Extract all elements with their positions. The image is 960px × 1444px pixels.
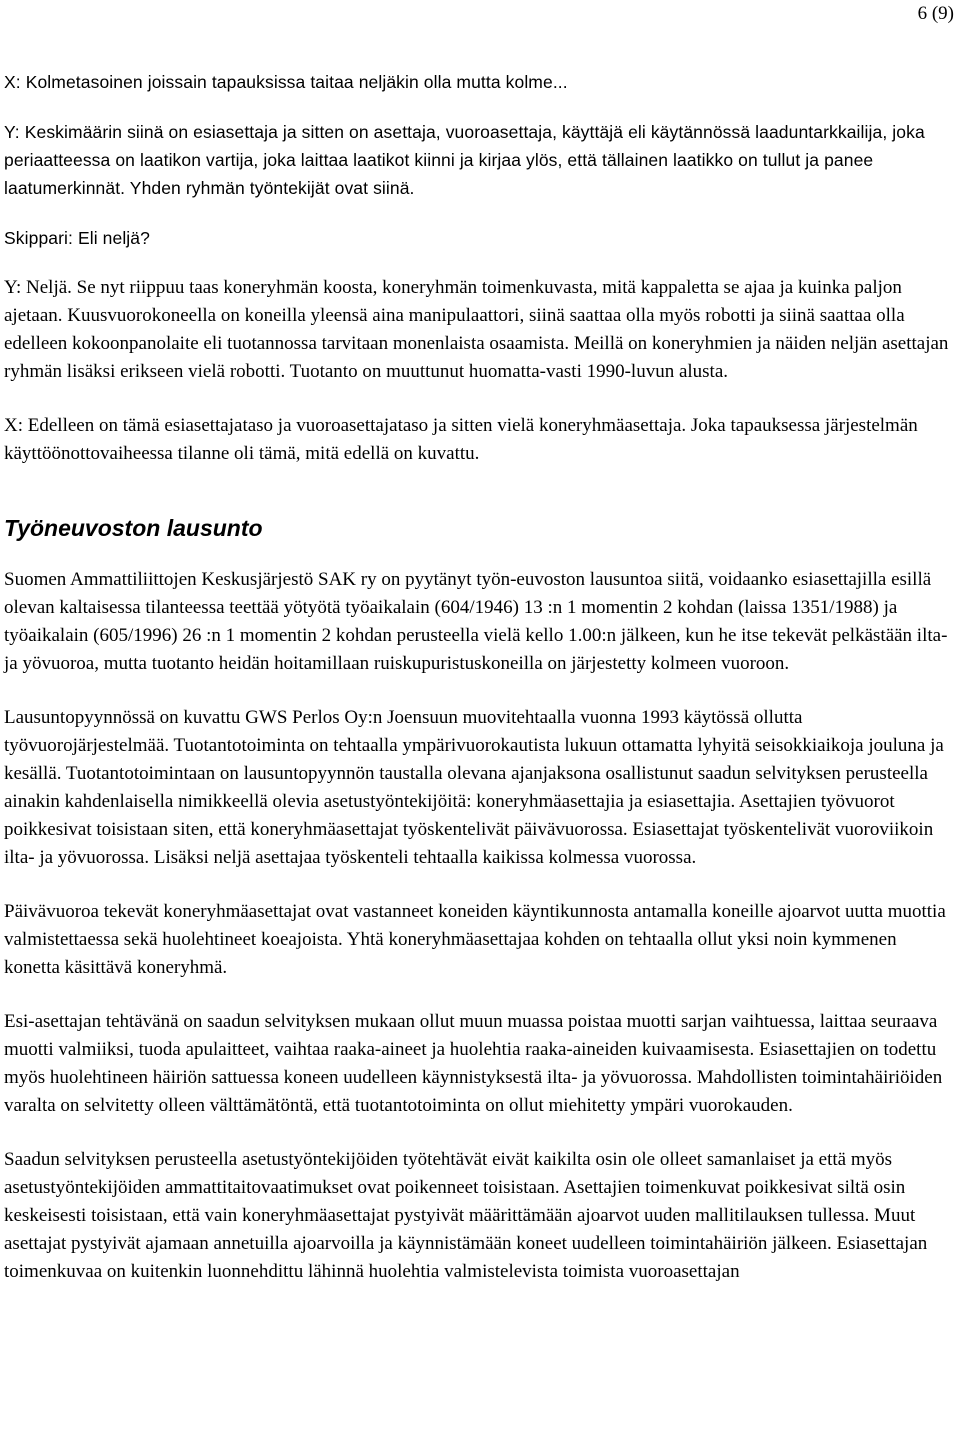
transcript-line-x: X: Edelleen on tämä esiasettajataso ja vuoroasettajataso ja sitten vielä koneryhmäasettaja. Joka tapauksessa järjestelmän käyttöönottovaiheessa tilanne oli tämä, mitä edellä on kuvattu. [4, 415, 918, 464]
transcript-line-y: Y: Neljä. Se nyt riippuu taas koneryhmän koosta, koneryhmän toimenkuvasta, mitä kappaletta se ajaa ja kuinka paljon ajetaan. Kuusvuorokoneella on koneilla yleensä aina manipulaattori, siinä saattaa olla myös robotti ja siinä saattaa olla edelleen kokoonpanolaite eli tuotannossa tarvitaan monenlaista osaamista. Meillä on koneryhmien ja näiden neljän asettajan ryhmän lisäksi erikseen vielä robotti. Tuotanto on muuttunut huomatta-vasti 1990-luvun alusta. [4, 277, 949, 382]
section-paragraph: Suomen Ammattiliittojen Keskusjärjestö SAK ry on pyytänyt työn-euvoston lausuntoa siitä, voidaanko esiasettajilla esillä olevan kaltaisessa tilanteessa teettää yötyötä työaikalain (604/1946) 13 :n 1 momentin 2 kohdan (laissa 1351/1988) ja työaikalain (605/1996) 26 :n 1 momentin 2 kohdan perusteella vielä kello 1.00:n jälkeen, kun he itse tekevät pelkästään ilta- ja yövuoroa, mutta tuotanto heidän hoitamillaan ruiskupuristuskoneilla on järjestetty kolmeen vuoroon. [4, 569, 948, 674]
section-heading: Työneuvoston lausunto [4, 515, 263, 541]
document-body [4, 68, 956, 1312]
section-paragraph: Päivävuoroa tekevät koneryhmäasettajat ovat vastanneet koneiden käyntikunnosta antamalla koneille ajoarvot uutta muottia valmistettaessa sekä huolehtineet koeajoista. Yhtä koneryhmäasettajaa kohden on tehtaalla ollut yksi noin kymmenen konetta käsittävä koneryhmä. [4, 901, 946, 978]
page-number: 6 (9) [917, 3, 954, 24]
transcript-continued [4, 274, 956, 468]
section-paragraph: Lausuntopyynnössä on kuvattu GWS Perlos Oy:n Joensuun muovitehtaalla vuonna 1993 käytössä ollutta työvuorojärjestelmää. Tuotantotoiminta on tehtaalla ympärivuorokautista lukuun ottamatta lyhyitä seisokkiaikoja jouluna ja kesällä. Tuotantotoimintaan on lausuntopyynnön taustalla olevana ajanjaksona osallistunut saadun selvityksen perusteella ainakin kahdenlaisella nimikkeellä olevia asetustyöntekijöitä: koneryhmäasettajia ja esiasettajia. Asettajien työvuorot poikkesivat toisistaan siten, että koneryhmäasettajat työskentelivät päivävuorossa. Esiasettajat työskentelivät vuoroviikoin ilta- ja yövuorossa. Lisäksi neljä asettajaa työskenteli tehtaalla kaikissa kolmessa vuorossa. [4, 707, 944, 868]
interview-excerpt [4, 68, 956, 252]
interview-line-x: X: Kolmetasoinen joissain tapauksissa taitaa neljäkin olla mutta kolme... [4, 72, 568, 92]
interview-line-y: Y: Keskimäärin siinä on esiasettaja ja sitten on asettaja, vuoroasettaja, käyttäjä eli käytännössä laaduntarkkailija, joka periaatteessa on laatikon vartija, joka laittaa laatikot kiinni ja kirjaa ylös, että tällainen laatikko on tullut ja panee laatumerkinnät. Yhden ryhmän työntekijät ovat siinä. [4, 122, 925, 198]
section-paragraph: Esi-asettajan tehtävänä on saadun selvityksen mukaan ollut muun muassa poistaa muotti sarjan vaihtuessa, laittaa seuraava muotti valmiiksi, tuoda apulaitteet, vaihtaa raaka-aineet ja huolehtia raaka-aineiden kuivaamisesta. Esiasettajien on todettu myös huolehtineen häiriön sattuessa koneen uudelleen käynnistyksestä ilta- ja yövuorossa. Mahdollisten toimintahäiriöiden varalta on selvitetty olleen välttämätöntä, että tuotantotoiminta on ollut miehitetty ympäri vuorokauden. [4, 1011, 943, 1116]
interview-line-skippari: Skippari: Eli neljä? [4, 228, 150, 248]
section-body [4, 566, 956, 1286]
section-paragraph: Saadun selvityksen perusteella asetustyöntekijöiden työtehtävät eivät kaikilta osin ole olleet samanlaiset ja että myös asetustyöntekijöiden ammattitaitovaatimukset ovat poikenneet toisistaan. Asettajien toimenkuvat poikkesivat siltä osin keskeisesti toisistaan, että vain koneryhmäasettajat pystyivät määrittämään ajoarvot uuden mallitilauksen tullessa. Muut asettajat pystyivät ajamaan annetuilla ajoarvoilla ja käynnistämään koneet uudelleen toimintahäiriön jälkeen. Esiasettajan toimenkuvaa on kuitenkin luonnehdittu lähinnä huolehtia valmistelevista toimista vuoroasettajan [4, 1149, 928, 1282]
